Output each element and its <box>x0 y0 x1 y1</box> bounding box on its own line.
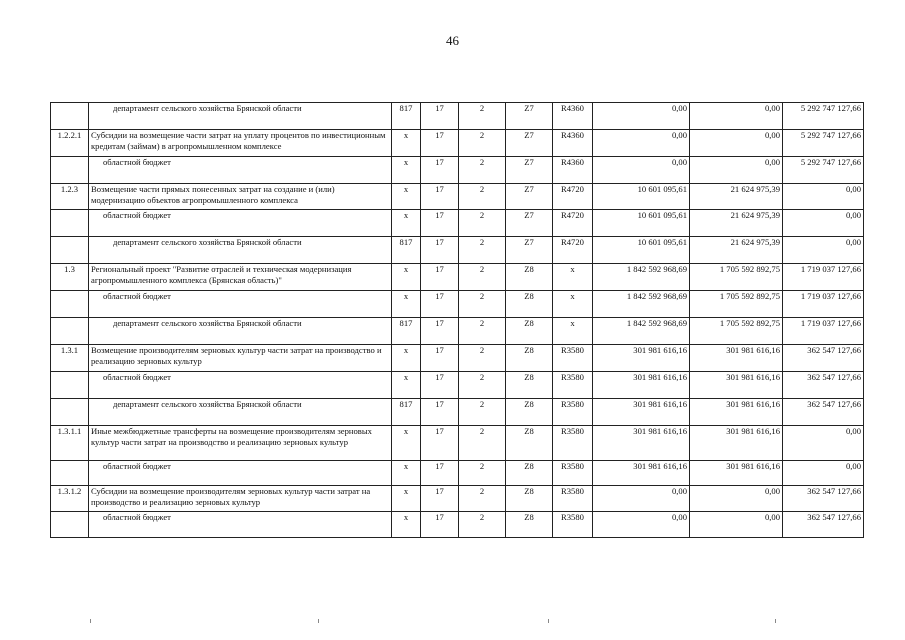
table-row <box>51 291 864 318</box>
row-value-1: 1 842 592 968,69 <box>593 264 690 291</box>
row-pr: 2 <box>459 372 506 399</box>
table-row <box>51 318 864 345</box>
row-target-code: Z7 <box>506 103 553 130</box>
row-code <box>51 103 89 130</box>
row-target-code: Z8 <box>506 512 553 538</box>
row-code: 1.3.1.2 <box>51 486 89 512</box>
row-name: Возмещение части прямых понесенных затрат на создание и (или) модернизацию объектов агропромышленного комплекса <box>89 184 392 210</box>
row-value-3: 362 547 127,66 <box>783 399 864 426</box>
row-value-2: 0,00 <box>690 103 783 130</box>
row-name: Субсидии на возмещение части затрат на уплату процентов по инвестиционным кредитам (займам) в агропромышленном комплексе <box>89 130 392 157</box>
row-rz: 17 <box>421 237 459 264</box>
row-value-1: 10 601 095,61 <box>593 237 690 264</box>
row-direction-code: R3580 <box>553 461 593 486</box>
row-direction-code: R3580 <box>553 372 593 399</box>
row-grbs: x <box>392 486 421 512</box>
row-name: Иные межбюджетные трансферты на возмещение производителям зерновых культур части затрат на производство и реализацию зерновых культур <box>89 426 392 461</box>
row-code: 1.3.1.1 <box>51 426 89 461</box>
table-row <box>51 345 864 372</box>
row-value-3: 5 292 747 127,66 <box>783 157 864 184</box>
row-name: областной бюджет <box>89 512 392 538</box>
row-value-1: 1 842 592 968,69 <box>593 318 690 345</box>
table-row <box>51 512 864 538</box>
row-direction-code: x <box>553 318 593 345</box>
row-pr: 2 <box>459 264 506 291</box>
row-value-1: 10 601 095,61 <box>593 184 690 210</box>
row-pr: 2 <box>459 426 506 461</box>
row-value-2: 0,00 <box>690 130 783 157</box>
row-direction-code: R4720 <box>553 210 593 237</box>
row-name: департамент сельского хозяйства Брянской области <box>89 103 392 130</box>
row-grbs: x <box>392 210 421 237</box>
row-grbs: x <box>392 372 421 399</box>
row-code <box>51 318 89 345</box>
row-target-code: Z8 <box>506 399 553 426</box>
row-code: 1.2.3 <box>51 184 89 210</box>
row-value-3: 0,00 <box>783 237 864 264</box>
row-pr: 2 <box>459 512 506 538</box>
row-name: областной бюджет <box>89 461 392 486</box>
row-code <box>51 461 89 486</box>
row-value-2: 21 624 975,39 <box>690 210 783 237</box>
row-value-1: 301 981 616,16 <box>593 426 690 461</box>
table-row <box>51 264 864 291</box>
table-row <box>51 210 864 237</box>
table-row <box>51 426 864 461</box>
row-rz: 17 <box>421 486 459 512</box>
row-rz: 17 <box>421 345 459 372</box>
row-target-code: Z7 <box>506 237 553 264</box>
row-target-code: Z8 <box>506 486 553 512</box>
row-code <box>51 157 89 184</box>
page-number: 46 <box>446 33 459 48</box>
row-value-1: 301 981 616,16 <box>593 345 690 372</box>
row-value-3: 362 547 127,66 <box>783 372 864 399</box>
row-code: 1.3.1 <box>51 345 89 372</box>
row-target-code: Z8 <box>506 426 553 461</box>
row-rz: 17 <box>421 103 459 130</box>
table-body <box>51 103 864 538</box>
row-pr: 2 <box>459 237 506 264</box>
table-row <box>51 372 864 399</box>
row-direction-code: R3580 <box>553 345 593 372</box>
row-value-2: 1 705 592 892,75 <box>690 264 783 291</box>
row-value-3: 1 719 037 127,66 <box>783 264 864 291</box>
row-pr: 2 <box>459 103 506 130</box>
row-name: Региональный проект "Развитие отраслей и техническая модернизация агропромышленного комплекса (Брянская область)" <box>89 264 392 291</box>
row-direction-code: x <box>553 264 593 291</box>
row-rz: 17 <box>421 184 459 210</box>
row-code <box>51 372 89 399</box>
row-grbs: x <box>392 426 421 461</box>
row-value-1: 301 981 616,16 <box>593 399 690 426</box>
row-value-1: 1 842 592 968,69 <box>593 291 690 318</box>
row-value-1: 10 601 095,61 <box>593 210 690 237</box>
row-code <box>51 210 89 237</box>
budget-table <box>50 102 864 538</box>
row-value-3: 1 719 037 127,66 <box>783 318 864 345</box>
row-name: областной бюджет <box>89 372 392 399</box>
table-row <box>51 130 864 157</box>
row-value-1: 301 981 616,16 <box>593 372 690 399</box>
row-value-1: 0,00 <box>593 103 690 130</box>
row-value-2: 0,00 <box>690 486 783 512</box>
row-rz: 17 <box>421 318 459 345</box>
row-grbs: x <box>392 291 421 318</box>
row-rz: 17 <box>421 291 459 318</box>
row-grbs: x <box>392 512 421 538</box>
row-rz: 17 <box>421 512 459 538</box>
row-pr: 2 <box>459 345 506 372</box>
row-name: областной бюджет <box>89 157 392 184</box>
row-pr: 2 <box>459 318 506 345</box>
row-target-code: Z8 <box>506 461 553 486</box>
row-value-2: 301 981 616,16 <box>690 461 783 486</box>
row-target-code: Z8 <box>506 264 553 291</box>
row-grbs: 817 <box>392 103 421 130</box>
row-value-3: 5 292 747 127,66 <box>783 103 864 130</box>
row-target-code: Z7 <box>506 157 553 184</box>
row-value-2: 1 705 592 892,75 <box>690 291 783 318</box>
row-code: 1.2.2.1 <box>51 130 89 157</box>
table-row <box>51 399 864 426</box>
row-code <box>51 399 89 426</box>
row-rz: 17 <box>421 372 459 399</box>
row-name: Возмещение производителям зерновых культур части затрат на производство и реализацию зерновых культур <box>89 345 392 372</box>
row-grbs: 817 <box>392 237 421 264</box>
row-value-1: 0,00 <box>593 486 690 512</box>
row-value-2: 301 981 616,16 <box>690 399 783 426</box>
table-row <box>51 157 864 184</box>
row-grbs: 817 <box>392 399 421 426</box>
row-name: областной бюджет <box>89 210 392 237</box>
row-value-3: 0,00 <box>783 210 864 237</box>
row-pr: 2 <box>459 291 506 318</box>
table-row <box>51 184 864 210</box>
row-name: областной бюджет <box>89 291 392 318</box>
row-value-2: 1 705 592 892,75 <box>690 318 783 345</box>
row-pr: 2 <box>459 130 506 157</box>
row-rz: 17 <box>421 264 459 291</box>
row-grbs: x <box>392 345 421 372</box>
row-code <box>51 291 89 318</box>
row-value-3: 0,00 <box>783 461 864 486</box>
table-row <box>51 486 864 512</box>
row-value-3: 362 547 127,66 <box>783 512 864 538</box>
row-value-1: 0,00 <box>593 512 690 538</box>
row-value-1: 0,00 <box>593 130 690 157</box>
row-grbs: x <box>392 461 421 486</box>
table-row <box>51 461 864 486</box>
row-code <box>51 512 89 538</box>
scan-mark <box>90 619 91 623</box>
row-value-2: 0,00 <box>690 512 783 538</box>
row-value-1: 0,00 <box>593 157 690 184</box>
row-target-code: Z7 <box>506 130 553 157</box>
row-direction-code: R3580 <box>553 486 593 512</box>
row-name: Субсидии на возмещение производителям зерновых культур части затрат на производство и реализацию зерновых культур <box>89 486 392 512</box>
row-direction-code: R4720 <box>553 184 593 210</box>
row-grbs: x <box>392 130 421 157</box>
row-grbs: x <box>392 264 421 291</box>
row-direction-code: R4720 <box>553 237 593 264</box>
row-rz: 17 <box>421 399 459 426</box>
table-row <box>51 237 864 264</box>
scan-mark <box>318 619 319 623</box>
row-target-code: Z8 <box>506 318 553 345</box>
row-value-3: 0,00 <box>783 184 864 210</box>
row-value-2: 21 624 975,39 <box>690 184 783 210</box>
row-pr: 2 <box>459 210 506 237</box>
row-code <box>51 237 89 264</box>
row-grbs: 817 <box>392 318 421 345</box>
row-pr: 2 <box>459 461 506 486</box>
row-rz: 17 <box>421 461 459 486</box>
row-target-code: Z7 <box>506 184 553 210</box>
row-pr: 2 <box>459 486 506 512</box>
row-pr: 2 <box>459 184 506 210</box>
row-name: департамент сельского хозяйства Брянской области <box>89 237 392 264</box>
row-value-3: 0,00 <box>783 426 864 461</box>
row-value-1: 301 981 616,16 <box>593 461 690 486</box>
row-direction-code: R4360 <box>553 103 593 130</box>
row-direction-code: x <box>553 291 593 318</box>
row-direction-code: R3580 <box>553 426 593 461</box>
row-value-3: 1 719 037 127,66 <box>783 291 864 318</box>
row-name: департамент сельского хозяйства Брянской области <box>89 399 392 426</box>
row-value-2: 21 624 975,39 <box>690 237 783 264</box>
scan-mark <box>775 619 776 623</box>
row-value-2: 301 981 616,16 <box>690 345 783 372</box>
row-rz: 17 <box>421 426 459 461</box>
row-pr: 2 <box>459 157 506 184</box>
row-direction-code: R4360 <box>553 130 593 157</box>
row-target-code: Z8 <box>506 372 553 399</box>
row-code: 1.3 <box>51 264 89 291</box>
row-target-code: Z8 <box>506 291 553 318</box>
row-value-3: 362 547 127,66 <box>783 345 864 372</box>
row-pr: 2 <box>459 399 506 426</box>
row-target-code: Z7 <box>506 210 553 237</box>
table-row <box>51 103 864 130</box>
row-value-3: 5 292 747 127,66 <box>783 130 864 157</box>
row-value-3: 362 547 127,66 <box>783 486 864 512</box>
row-value-2: 301 981 616,16 <box>690 426 783 461</box>
row-direction-code: R4360 <box>553 157 593 184</box>
row-direction-code: R3580 <box>553 399 593 426</box>
row-name: департамент сельского хозяйства Брянской области <box>89 318 392 345</box>
row-rz: 17 <box>421 210 459 237</box>
row-rz: 17 <box>421 157 459 184</box>
row-value-2: 0,00 <box>690 157 783 184</box>
row-target-code: Z8 <box>506 345 553 372</box>
row-grbs: x <box>392 157 421 184</box>
row-direction-code: R3580 <box>553 512 593 538</box>
row-value-2: 301 981 616,16 <box>690 372 783 399</box>
scan-mark <box>548 619 549 623</box>
row-rz: 17 <box>421 130 459 157</box>
row-grbs: x <box>392 184 421 210</box>
